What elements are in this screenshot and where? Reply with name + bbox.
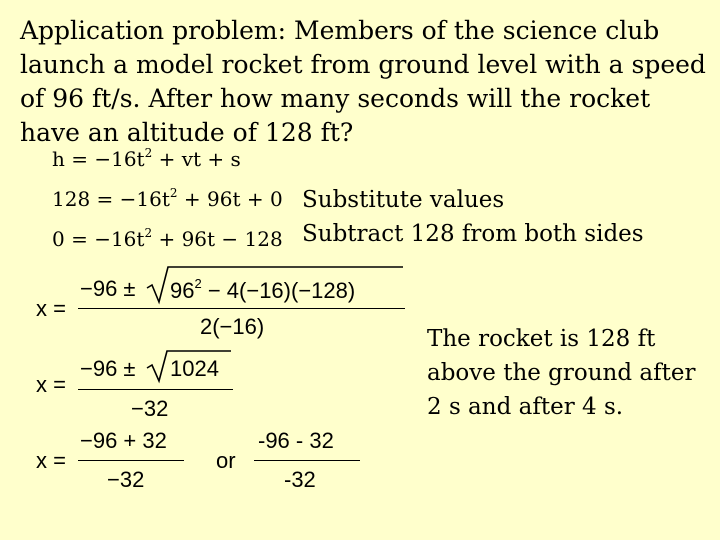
answer-statement: The rocket is 128 ft above the ground after 2 s and after 4 s. [427, 326, 696, 420]
step-note-substitute: Substitute values [302, 187, 505, 213]
general-equation-rhs: + vt + s [152, 147, 241, 171]
qf2-denominator: −32 [131, 396, 169, 421]
qf1-radicand-rest: − 4(−16)(−128) [201, 278, 356, 303]
qf1-num-prefix: −96 ± [80, 276, 136, 301]
general-equation [52, 146, 241, 171]
qf3-lhs: x = [36, 448, 66, 473]
subtracted-equation-exponent: 2 [144, 226, 153, 240]
qf3-numerator-plus: −96 + 32 [80, 428, 167, 453]
qf1-denominator: 2(−16) [200, 314, 265, 339]
general-equation-lhs: h = −16t [52, 147, 145, 171]
substituted-equation-lhs: 128 = −16t [52, 187, 170, 211]
substituted-equation [52, 186, 283, 211]
subtracted-equation [52, 226, 283, 251]
substituted-equation-rhs: + 96t + 0 [177, 187, 283, 211]
qf2-radicand: 1024 [170, 356, 219, 381]
substituted-equation-exponent: 2 [169, 186, 178, 200]
qf3-denominator-plus: −32 [107, 467, 145, 492]
problem-statement: Application problem: Members of the science club launch a model rocket from ground level with a speed of 96 ft/s. After how many seconds will the rocket have an altitude of 128 ft? [20, 16, 706, 147]
subtracted-equation-rhs: + 96t − 128 [152, 227, 283, 251]
qf2-lhs: x = [36, 372, 66, 397]
qf1-radicand-base: 96 [170, 278, 195, 303]
qf3-fraction-bar-minus [254, 460, 360, 461]
general-equation-exponent: 2 [144, 146, 153, 160]
qf1-radicand-exponent: 2 [194, 276, 202, 291]
qf1-lhs: x = [36, 296, 66, 321]
qf2-num-prefix: −96 ± [80, 356, 136, 381]
step-note-subtract: Subtract 128 from both sides [302, 221, 644, 247]
qf1-fraction-bar [78, 308, 405, 309]
qf3-or-label: or [216, 448, 236, 473]
qf1-radicand [170, 276, 355, 304]
qf3-fraction-bar-plus [78, 460, 184, 461]
subtracted-equation-lhs: 0 = −16t [52, 227, 145, 251]
qf2-fraction-bar [78, 389, 233, 390]
qf3-numerator-minus: -96 - 32 [258, 428, 334, 453]
qf3-denominator-minus: -32 [284, 467, 316, 492]
